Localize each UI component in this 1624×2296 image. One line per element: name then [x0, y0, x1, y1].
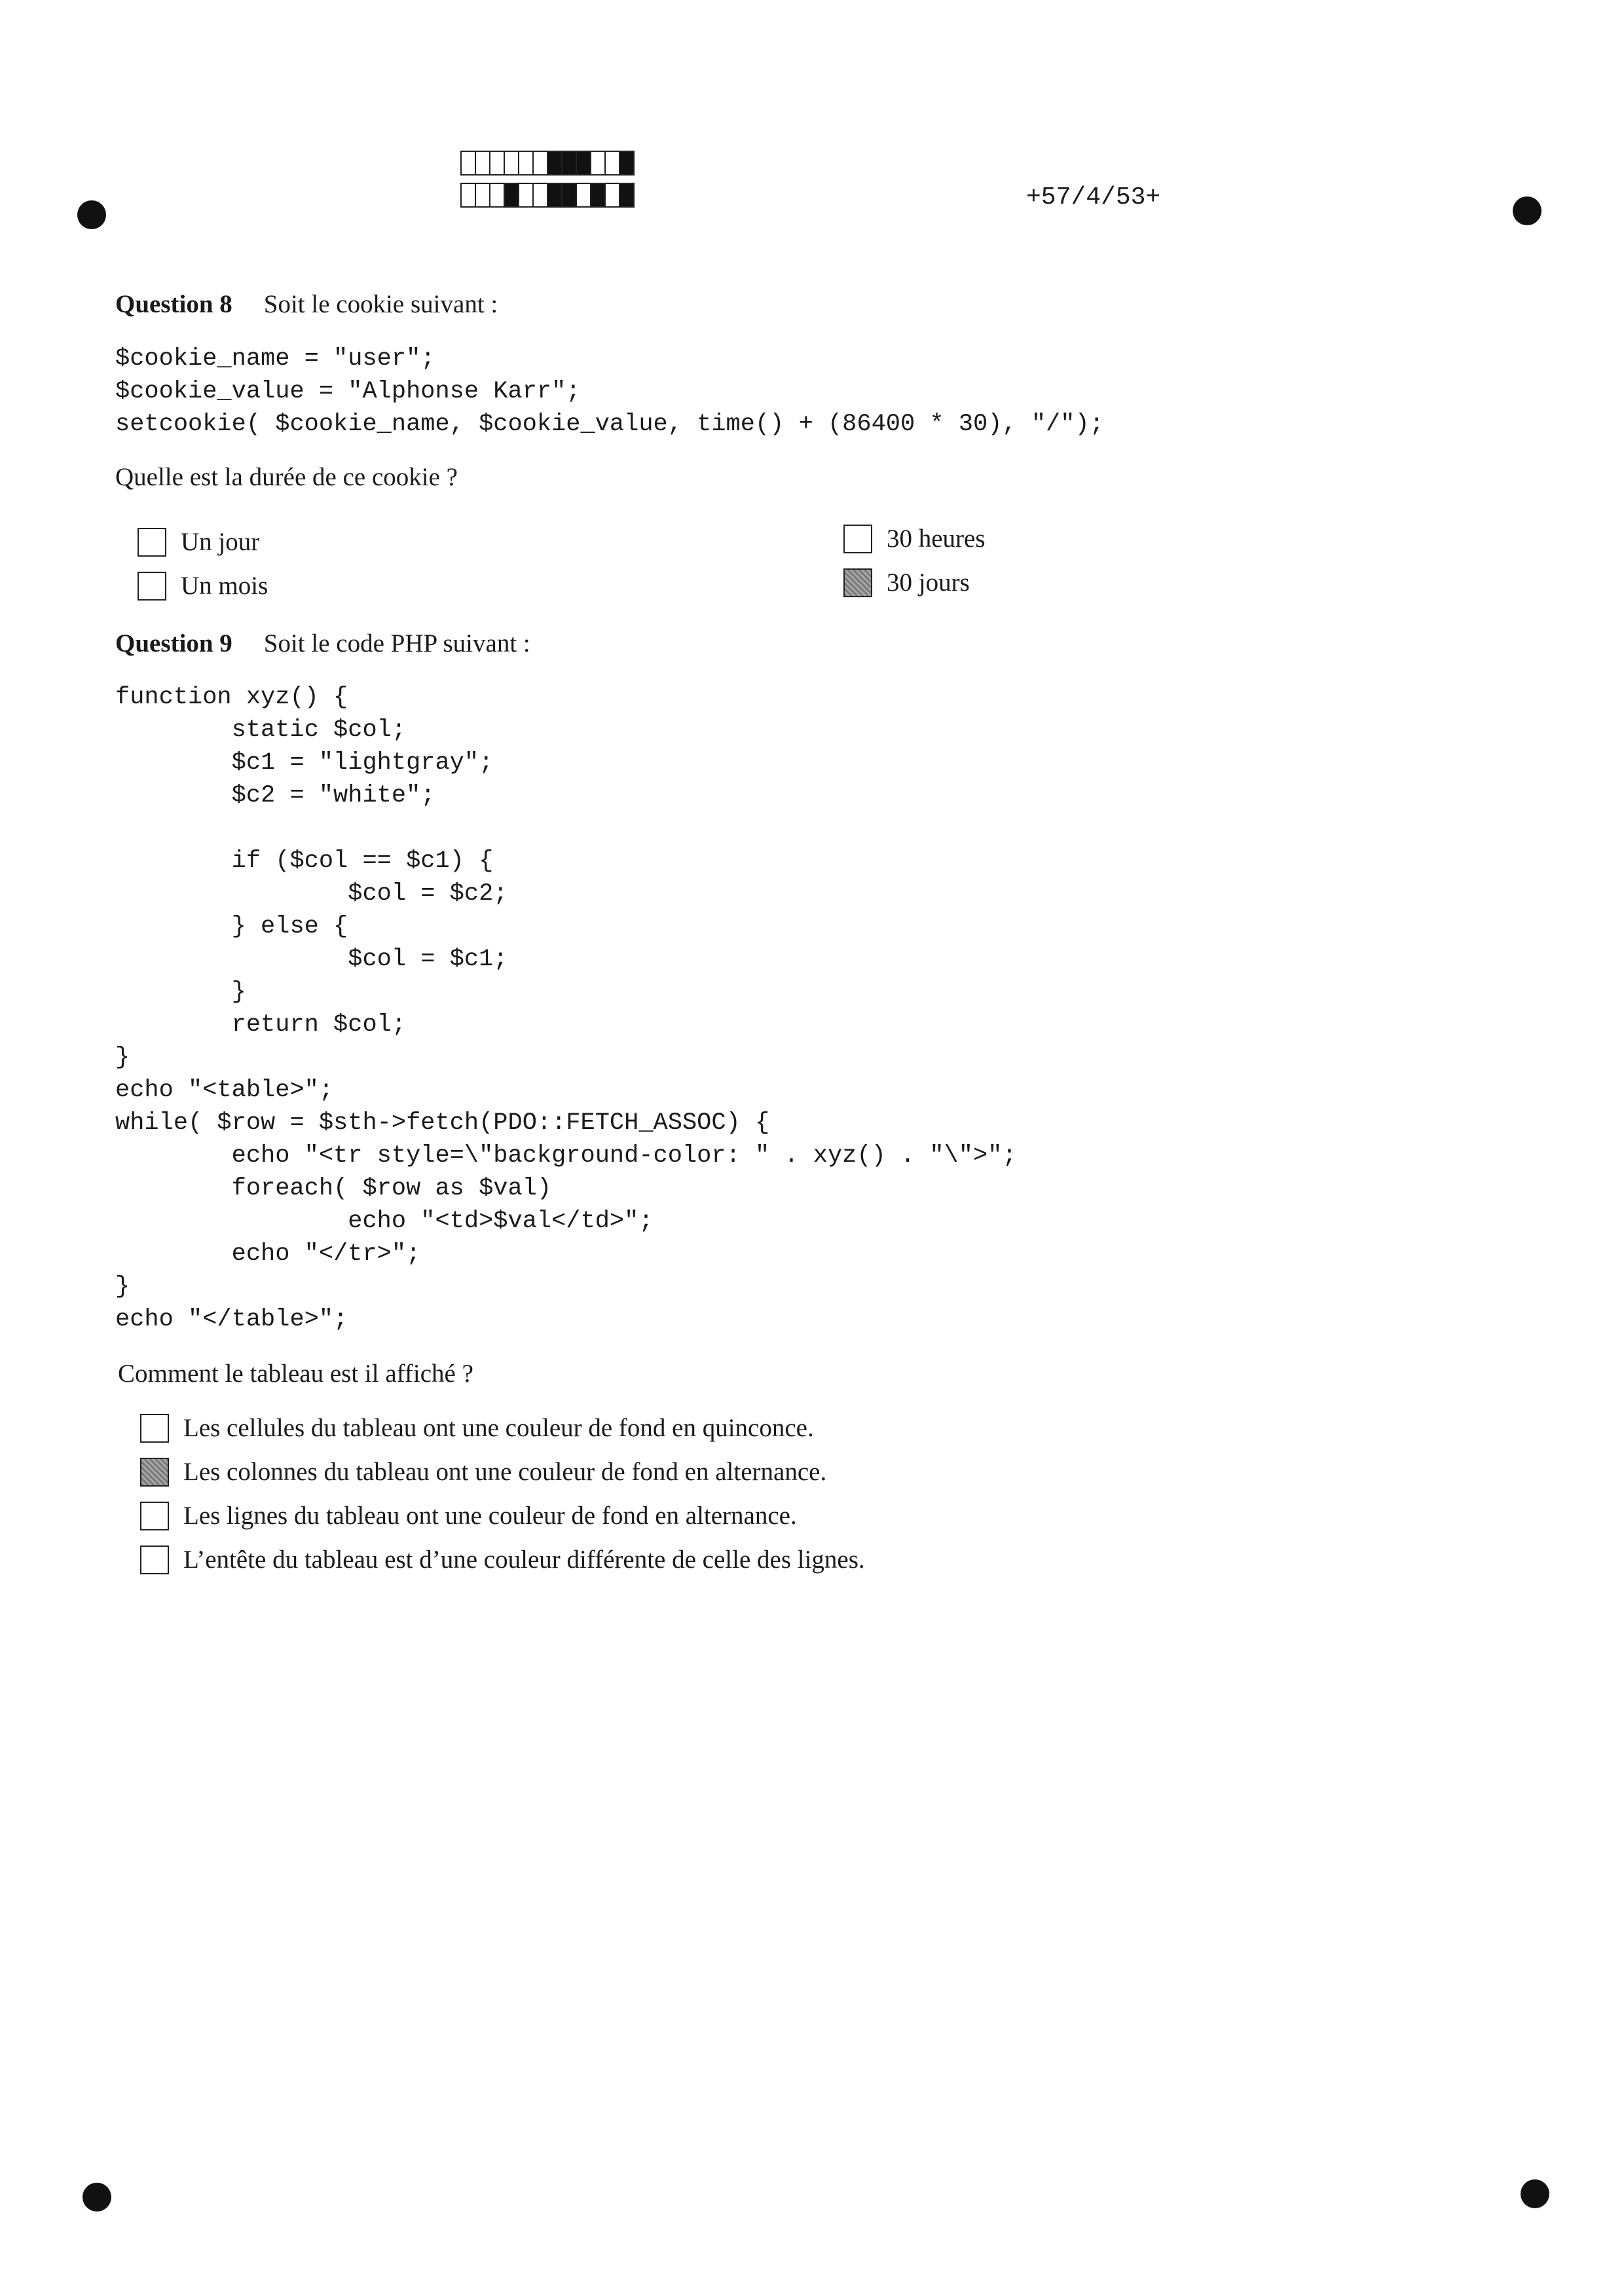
q8-option-un-jour[interactable] [138, 527, 259, 557]
q9-option-lignes[interactable] [140, 1501, 797, 1530]
barcode-cell [532, 183, 548, 208]
barcode-cell [619, 151, 635, 176]
barcode-cell [619, 183, 635, 208]
registration-dot-bottom-left [83, 2183, 111, 2212]
q8-option-30-jours[interactable] [843, 568, 970, 597]
question-8-intro: Soit le cookie suivant : [263, 290, 498, 318]
barcode-cell [561, 183, 577, 208]
barcode-cell [590, 183, 606, 208]
q8-option-30-heures[interactable] [843, 524, 986, 553]
option-label: 30 heures [887, 525, 986, 553]
sheet-id: +57/4/53+ [1026, 183, 1161, 212]
question-9-header [115, 629, 530, 658]
question-9-intro: Soit le code PHP suivant : [263, 629, 530, 657]
barcode-cell [475, 183, 490, 208]
q9-option-cellules[interactable] [140, 1413, 814, 1443]
checkbox[interactable] [138, 572, 166, 601]
option-label: Les cellules du tableau ont une couleur de fond en quinconce. [183, 1414, 814, 1442]
barcode-cell [576, 151, 591, 176]
question-8-label: Question 8 [115, 290, 232, 318]
checkbox[interactable] [140, 1458, 169, 1487]
barcode-cell [561, 151, 577, 176]
barcode-cell [489, 183, 505, 208]
checkbox[interactable] [138, 528, 166, 557]
option-label: L’entête du tableau est d’une couleur différente de celle des lignes. [183, 1546, 865, 1574]
registration-dot-bottom-right [1521, 2179, 1549, 2208]
question-9-label: Question 9 [115, 629, 232, 657]
barcode-cell [518, 151, 534, 176]
barcode-cell [460, 151, 476, 176]
question-8-header [115, 289, 498, 319]
checkbox[interactable] [843, 568, 872, 597]
question-8-code: $cookie_name = "user"; $cookie_value = "Alphonse Karr"; setcookie( $cookie_name, $cookie_value, time() + (86400 * 30), "/"); [115, 345, 1104, 438]
barcode-cell [489, 151, 505, 176]
registration-dot-top-right [1513, 196, 1541, 225]
option-label: Un jour [181, 528, 260, 556]
checkbox[interactable] [140, 1546, 169, 1574]
barcode-cell [604, 151, 620, 176]
barcode-cell [518, 183, 534, 208]
option-label: Les lignes du tableau ont une couleur de fond en alternance. [183, 1502, 797, 1530]
barcode-cell [590, 151, 606, 176]
barcode-cell [547, 151, 563, 176]
checkbox[interactable] [140, 1414, 169, 1443]
q9-option-entete[interactable] [140, 1545, 865, 1574]
barcode-cell [532, 151, 548, 176]
barcode-row-2 [460, 183, 633, 208]
question-9-prompt: Comment le tableau est il affiché ? [118, 1360, 473, 1388]
checkbox[interactable] [843, 525, 872, 553]
question-9-code: function xyz() { static $col; $c1 = "lightgray"; $c2 = "white"; if ($col == $c1) { $col = $c2; } else { $col = $c1; } return $col; } echo "<table>"; while( $row = $sth->fetch(PDO::FETCH_ASSOC) { echo "<tr style=\"background-color: " . xyz() . "\">"; foreach( $row as $val) echo "<td>$val</td>"; echo "</tr>"; } echo "</table>"; [115, 684, 1017, 1333]
q8-option-un-mois[interactable] [138, 571, 268, 601]
checkbox[interactable] [140, 1502, 169, 1530]
barcode-cell [547, 183, 563, 208]
barcode-cell [576, 183, 591, 208]
barcode-cell [604, 183, 620, 208]
question-8-prompt: Quelle est la durée de ce cookie ? [115, 463, 458, 491]
option-label: 30 jours [887, 568, 970, 597]
barcode-cell [460, 183, 476, 208]
barcode-row-1 [460, 151, 633, 176]
option-label: Les colonnes du tableau ont une couleur de fond en alternance. [183, 1458, 827, 1486]
barcode-cell [504, 151, 519, 176]
option-label: Un mois [181, 572, 268, 600]
barcode-cell [504, 183, 519, 208]
q9-option-colonnes[interactable] [140, 1457, 826, 1487]
registration-dot-top-left [77, 200, 106, 229]
barcode-cell [475, 151, 490, 176]
